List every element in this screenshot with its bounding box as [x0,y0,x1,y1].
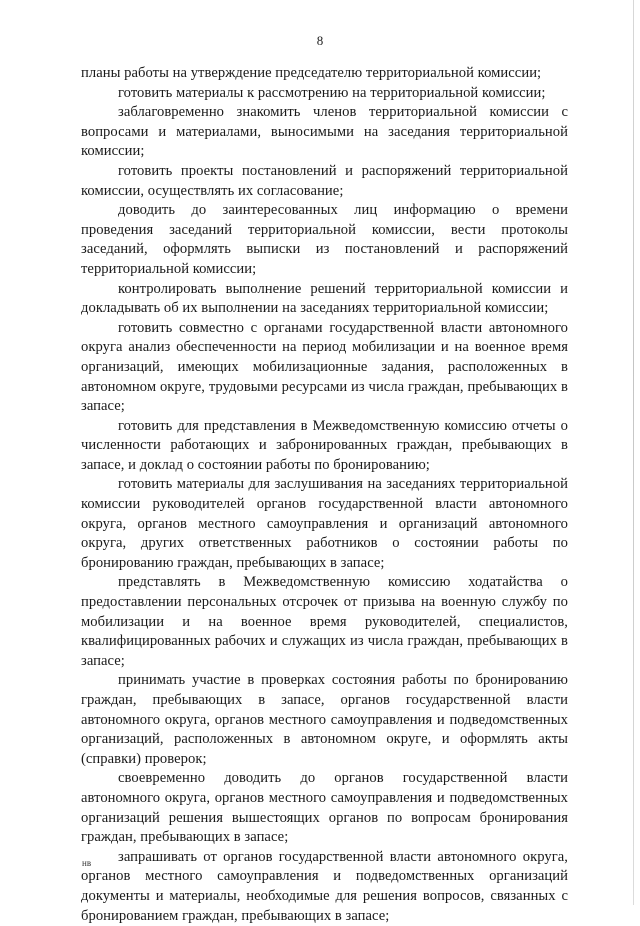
paragraph: доводить до заинтересованных лиц информацию о времени проведения заседаний территориальной комиссии, вести протоколы заседаний, оформлять выписки из постановлений и распоряжений территориальной комиссии; [81,202,568,277]
document-body [81,64,568,926]
paragraph: планы работы на утверждение председателю территориальной комиссии; [81,65,542,81]
paragraph: готовить проекты постановлений и распоряжений территориальной комиссии, осуществлять их согласование; [81,162,568,199]
paragraph: готовить для представления в Межведомственную комиссию отчеты о численности работающих и забронированных граждан, пребывающих в запасе, и доклад о состоянии работы по бронированию; [81,417,568,473]
paragraph: готовить материалы для заслушивания на заседаниях территориальной комиссии руководителей органов государственной власти автономного округа, органов местного самоуправления и организаций автономного округа, других ответственных работников о состоянии работы по бронированию граждан, пребывающих в запасе; [81,476,568,571]
paragraph: принимать участие в проверках состояния работы по бронированию граждан, пребывающих в запасе, органов государственной власти автономного округа, органов местного самоуправления и подведомственных организаций, расположенных в автономном округе, и оформлять акты (справки) проверок; [81,672,568,767]
page-number: 8 [316,33,324,48]
paragraph: готовить совместно с органами государственной власти автономного округа анализ обеспеченности на период мобилизации и на военное время организаций, имеющих мобилизационные задания, расположенных в автономном округе, трудовыми ресурсами из числа граждан, пребывающих в запасе; [81,319,568,415]
paragraph: готовить материалы к рассмотрению на территориальной комиссии; [118,84,546,101]
paragraph: представлять в Межведомственную комиссию ходатайства о предоставлении персональных отсрочек от призыва на военную службу по мобилизации и на военное время руководителей, специалистов, квалифицированных рабочих и служащих из числа граждан, пребывающих в запасе; [81,574,568,669]
footer-initials: нв [82,858,92,868]
scan-edge-line [633,0,634,905]
paragraph: запрашивать от органов государственной власти автономного округа, органов местного самоуправления и подведомственных организаций документы и материалы, необходимые для решения вопросов, связанных с бронированием граждан, пребывающих в запасе; [81,848,568,924]
paragraph: своевременно доводить до органов государственной власти автономного округа, органов местного самоуправления и подведомственных организаций решения вышестоящих органов по вопросам бронирования граждан, пребывающих в запасе; [81,770,568,846]
paragraph: заблаговременно знакомить членов территориальной комиссии с вопросами и материалами, выносимыми на заседания территориальной комиссии; [81,104,568,160]
paragraph: контролировать выполнение решений территориальной комиссии и докладывать об их выполнении на заседаниях территориальной комиссии; [81,280,568,317]
